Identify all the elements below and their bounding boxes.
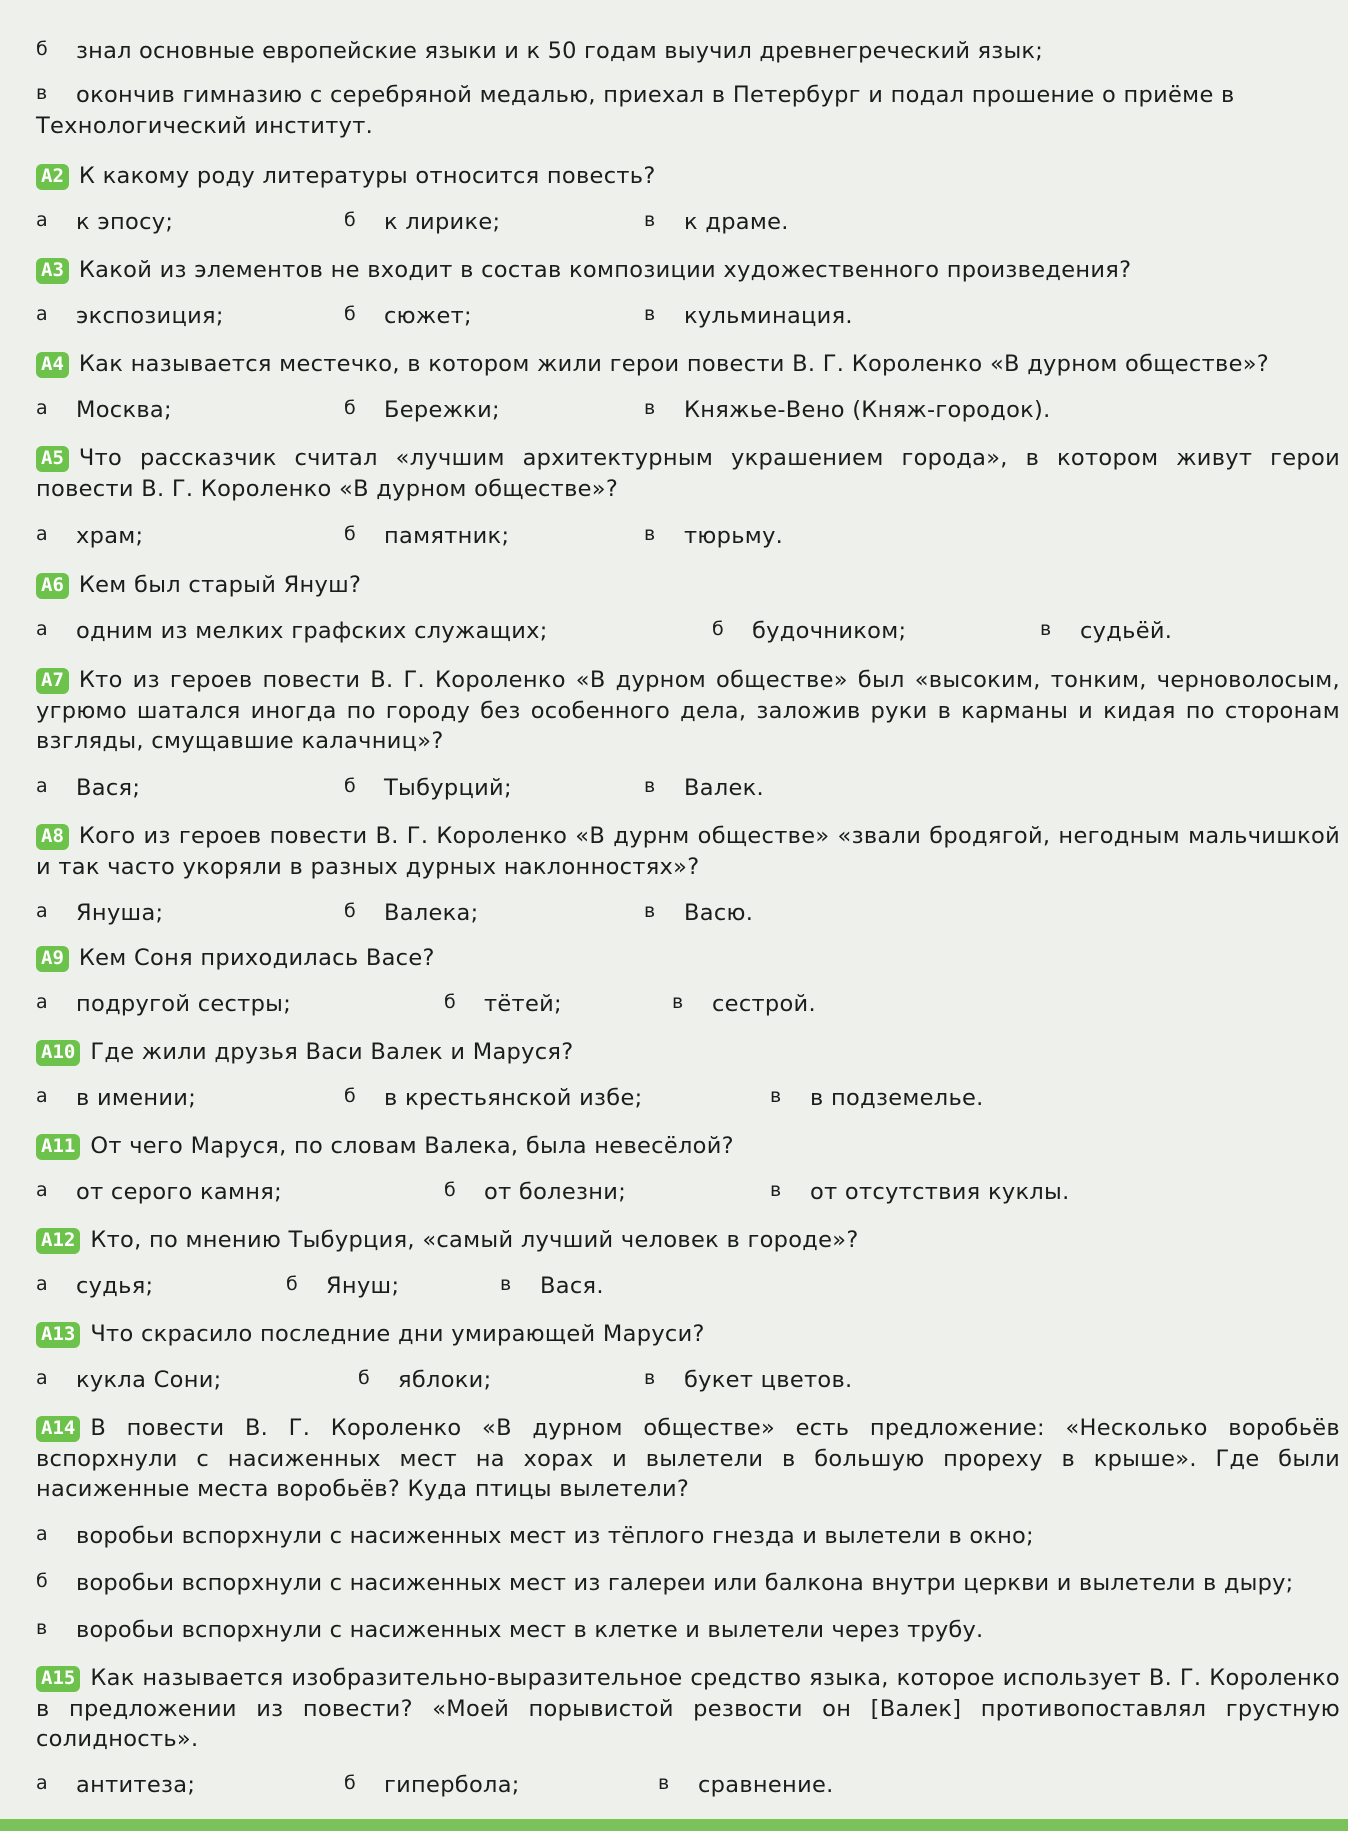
question-text: Кто из героев повести В. Г. Короленко «В дурном обществе» был «высоким, тонким, черноволосым, угрюмо шатался иногда по городу без особенного дела, заложив руки в карманы и кидая по сторонам взгляды, смущавшие калачниц»? xyxy=(36,667,1340,754)
option-b: б сюжет; xyxy=(344,303,472,329)
option-a: а к эпосу; xyxy=(36,209,174,235)
option-a: а воробьи вспорхнули с насиженных мест из тёплого гнезда и вылетели в окно; xyxy=(36,1523,1034,1549)
question-text: Что рассказчик считал «лучшим архитектурным украшением города», в котором живут герои повести В. Г. Короленко «В дурном обществе»? xyxy=(36,445,1340,502)
question-text: Что скрасило последние дни умирающей Маруси? xyxy=(90,1321,705,1347)
question-text: Какой из элементов не входит в состав композиции художественного произведения? xyxy=(78,257,1132,283)
options-a13 xyxy=(36,1367,1340,1397)
option-a: а судья; xyxy=(36,1273,154,1299)
prelude-option-b xyxy=(36,38,1340,64)
option-v: в в подземелье. xyxy=(770,1085,984,1111)
question-number-badge: A7 xyxy=(36,668,69,694)
option-b: б Бережки; xyxy=(344,397,500,423)
options-a8 xyxy=(36,900,1340,930)
options-a15 xyxy=(36,1772,1340,1802)
question-number-badge: A13 xyxy=(36,1322,80,1348)
question-number-badge: A6 xyxy=(36,573,69,599)
option-v: в Княжье-Вено (Княж-городок). xyxy=(644,397,1051,423)
option-a: а экспозиция; xyxy=(36,303,224,329)
option-text: окончив гимназию с серебряной медалью, приехал в Петербург и подал прошение о приёме в Технологический институт. xyxy=(36,82,1235,139)
page-edge-strip xyxy=(0,1819,1348,1831)
question-number-badge: A2 xyxy=(36,164,69,190)
option-letter: б xyxy=(36,38,48,60)
option-v: в букет цветов. xyxy=(644,1367,853,1393)
question-text: Кем Соня приходилась Васе? xyxy=(78,945,435,971)
question-number-badge: A8 xyxy=(36,824,69,850)
option-v: в Васю. xyxy=(644,900,754,926)
question-text: Кем был старый Януш? xyxy=(78,572,362,598)
question-number-badge: A5 xyxy=(36,446,69,472)
option-v: в Вася. xyxy=(500,1273,604,1299)
option-v: в от отсутствия куклы. xyxy=(770,1179,1070,1205)
question-text: От чего Маруся, по словам Валека, была невесёлой? xyxy=(90,1133,734,1159)
option-a: а Януша; xyxy=(36,900,164,926)
question-a8 xyxy=(36,821,1340,882)
question-text: Где жили друзья Васи Валек и Маруся? xyxy=(90,1039,574,1065)
prelude-option-v xyxy=(36,78,1340,141)
option-a: а одним из мелких графских служащих; xyxy=(36,618,548,644)
option-b: б к лирике; xyxy=(344,209,501,235)
question-a7 xyxy=(36,665,1340,757)
options-a10 xyxy=(36,1085,1340,1115)
question-a5 xyxy=(36,443,1340,504)
option-a: а кукла Сони; xyxy=(36,1367,222,1393)
question-a13 xyxy=(36,1319,1340,1350)
question-a2 xyxy=(36,161,1340,192)
question-a15 xyxy=(36,1663,1340,1755)
question-a10 xyxy=(36,1037,1340,1068)
question-text: Кого из героев повести В. Г. Короленко «В дурнм обществе» «звали бродягой, негодным мальчишкой и так часто укоряли в разных дурных наклонностях»? xyxy=(36,823,1340,880)
option-a: а антитеза; xyxy=(36,1772,196,1798)
options-a9 xyxy=(36,991,1340,1021)
options-a11 xyxy=(36,1179,1340,1209)
option-b: б Януш; xyxy=(286,1273,400,1299)
question-number-badge: A11 xyxy=(36,1134,80,1160)
question-a6 xyxy=(36,570,1340,601)
question-text: К какому роду литературы относится повесть? xyxy=(78,163,656,189)
question-number-badge: A9 xyxy=(36,946,69,972)
option-v: в Валек. xyxy=(644,775,764,801)
question-text: Кто, по мнению Тыбурция, «самый лучший человек в городе»? xyxy=(90,1227,859,1253)
option-letter: в xyxy=(36,82,48,104)
option-b: б в крестьянской избе; xyxy=(344,1085,643,1111)
options-a2 xyxy=(36,209,1340,239)
option-a: а в имении; xyxy=(36,1085,197,1111)
question-number-badge: A4 xyxy=(36,352,69,378)
option-b: б Тыбурций; xyxy=(344,775,512,801)
option-text: знал основные европейские языки и к 50 годам выучил древнегреческий язык; xyxy=(76,38,1043,64)
option-v: в сравнение. xyxy=(658,1772,834,1798)
option-b: б гипербола; xyxy=(344,1772,520,1798)
question-number-badge: A10 xyxy=(36,1040,80,1066)
option-b: б от болезни; xyxy=(444,1179,627,1205)
question-number-badge: A3 xyxy=(36,258,69,284)
question-number-badge: A14 xyxy=(36,1416,80,1442)
option-b: б будочником; xyxy=(712,618,907,644)
option-v: в кульминация. xyxy=(644,303,853,329)
option-b: б яблоки; xyxy=(358,1367,492,1393)
question-a9 xyxy=(36,943,1340,974)
option-a: а от серого камня; xyxy=(36,1179,283,1205)
option-a: а храм; xyxy=(36,523,144,549)
options-a4 xyxy=(36,397,1340,427)
question-a11 xyxy=(36,1131,1340,1162)
options-a5 xyxy=(36,523,1340,553)
option-v: в к драме. xyxy=(644,209,789,235)
question-text: В повести В. Г. Короленко «В дурном обществе» есть предложение: «Несколько воробьёв вспорхнули с насиженных мест на хорах и вылетели в большую прореху в крыше». Где были насиженные места воробьёв? Куда птицы вылетели? xyxy=(36,1415,1340,1502)
options-a7 xyxy=(36,775,1340,805)
question-a12 xyxy=(36,1225,1340,1256)
question-number-badge: A15 xyxy=(36,1666,80,1692)
question-text: Как называется изобразительно-выразительное средство языка, которое использует В. Г. Короленко в предложении из повести? «Моей порывистой резвости он [Валек] противопоставлял грустную солидность». xyxy=(36,1665,1340,1752)
option-b: б памятник; xyxy=(344,523,510,549)
question-a4 xyxy=(36,349,1340,380)
option-a: а Вася; xyxy=(36,775,141,801)
options-a6 xyxy=(36,618,1340,648)
option-b: б воробьи вспорхнули с насиженных мест из галереи или балкона внутри церкви и вылетели в дыру; xyxy=(36,1570,1294,1596)
option-a: а Москва; xyxy=(36,397,172,423)
question-a14 xyxy=(36,1413,1340,1505)
option-v: в тюрьму. xyxy=(644,523,784,549)
option-a: а подругой сестры; xyxy=(36,991,292,1017)
option-b: б Валека; xyxy=(344,900,479,926)
option-v: в сестрой. xyxy=(672,991,816,1017)
option-v: в судьёй. xyxy=(1040,618,1173,644)
question-a3 xyxy=(36,255,1340,286)
question-number-badge: A12 xyxy=(36,1228,80,1254)
option-b: б тётей; xyxy=(444,991,562,1017)
option-v: в воробьи вспорхнули с насиженных мест в клетке и вылетели через трубу. xyxy=(36,1617,984,1643)
options-a12 xyxy=(36,1273,1340,1303)
question-text: Как называется местечко, в котором жили герои повести В. Г. Короленко «В дурном обществе»? xyxy=(78,351,1270,377)
options-a3 xyxy=(36,303,1340,333)
